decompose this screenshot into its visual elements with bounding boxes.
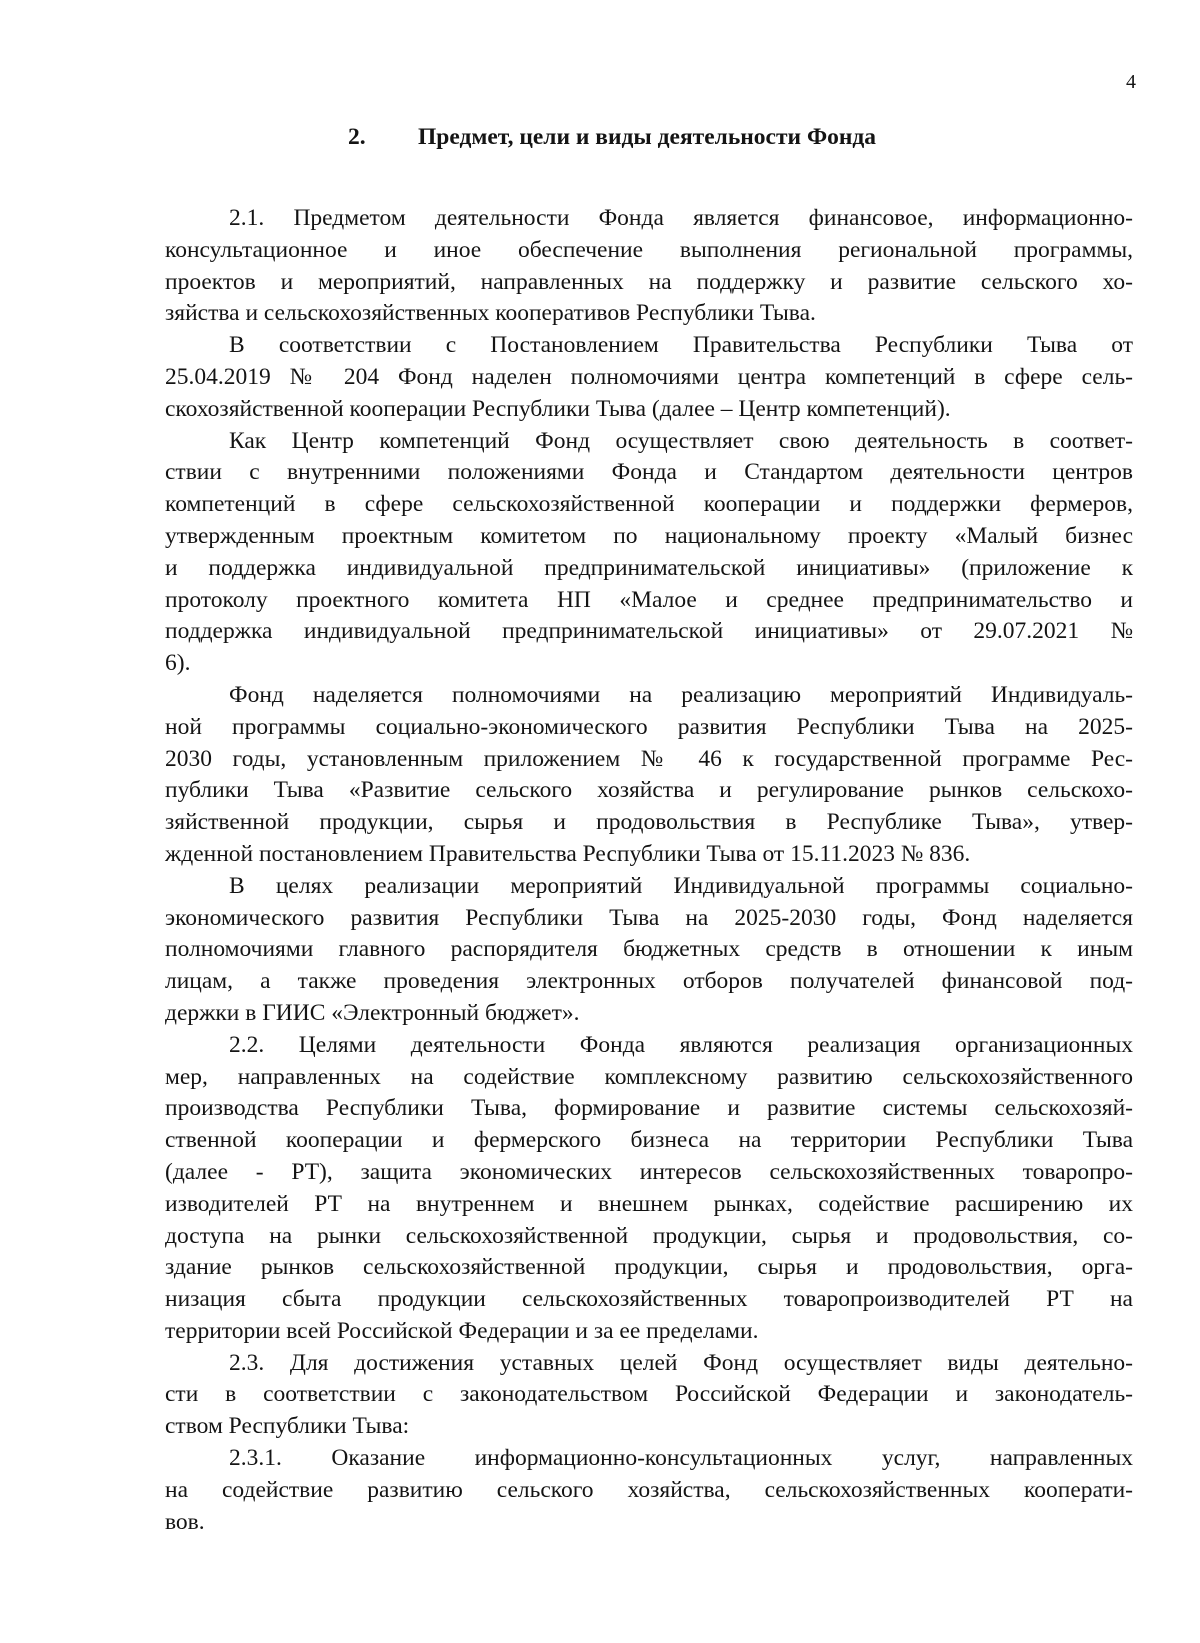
- text-line: ственной кооперации и фермерского бизнеса на территории Республики Тыва: [165, 1127, 1133, 1154]
- text-line: изводителей РТ на внутреннем и внешнем рынках, содействие расширению их: [165, 1190, 1133, 1217]
- text-line: 2.3.1. Оказание информационно-консультационных услуг, направленных: [229, 1445, 1133, 1472]
- text-line: держки в ГИИС «Электронный бюджет».: [165, 999, 580, 1026]
- text-line: В целях реализации мероприятий Индивидуальной программы социально-: [229, 872, 1133, 899]
- text-line: доступа на рынки сельскохозяйственной продукции, сырья и продовольствия, со-: [165, 1222, 1133, 1249]
- page-number: 4: [1126, 71, 1136, 93]
- paragraph-individual-program: [165, 680, 1133, 871]
- text-line: проектов и мероприятий, направленных на поддержку и развитие сельского хо-: [165, 268, 1133, 295]
- text-line: компетенций в сфере сельскохозяйственной кооперации и поддержки фермеров,: [165, 491, 1133, 518]
- text-line: жденной постановлением Правительства Республики Тыва от 15.11.2023 № 836.: [165, 840, 971, 867]
- text-line: 2.2. Целями деятельности Фонда являются реализация организационных: [229, 1031, 1133, 1058]
- text-line: 2.1. Предметом деятельности Фонда является финансовое, информационно-: [229, 205, 1133, 231]
- paragraph-budget-powers: [165, 871, 1133, 1030]
- text-line: здание рынков сельскохозяйственной продукции, сырья и продовольствия, орга-: [165, 1254, 1133, 1281]
- text-line: и поддержка индивидуальной предпринимательской инициативы» (приложение к: [165, 554, 1133, 581]
- paragraph-resolution: [165, 330, 1133, 425]
- text-line: консультационное и иное обеспечение выполнения региональной программы,: [165, 236, 1133, 263]
- text-line: на содействие развитию сельского хозяйства, сельскохозяйственных кооперати-: [165, 1476, 1133, 1503]
- text-line: скохозяйственной кооперации Республики Тыва (далее – Центр компетенций).: [165, 395, 951, 422]
- section-number: 2.: [348, 124, 366, 150]
- text-line: полномочиями главного распорядителя бюджетных средств в отношении к иным: [165, 936, 1133, 963]
- text-line: лицам, а также проведения электронных отборов получателей финансовой под-: [165, 968, 1133, 995]
- text-line: мер, направленных на содействие комплексному развитию сельскохозяйственного: [165, 1063, 1133, 1090]
- paragraph-competence-center: [165, 426, 1133, 680]
- text-line: утвержденным проектным комитетом по национальному проекту «Малый бизнес: [165, 522, 1133, 549]
- text-line: Как Центр компетенций Фонд осуществляет свою деятельность в соответ-: [229, 427, 1133, 454]
- text-line: ством Республики Тыва:: [165, 1413, 410, 1440]
- text-line: поддержка индивидуальной предпринимательской инициативы» от 29.07.2021 №: [165, 618, 1133, 645]
- text-line: 2030 годы, установленным приложением № 46 к государственной программе Рес-: [165, 745, 1133, 772]
- text-line: 2.3. Для достижения уставных целей Фонд осуществляет виды деятельно-: [229, 1349, 1133, 1376]
- text-line: производства Республики Тыва, формирование и развитие системы сельскохозяй-: [165, 1095, 1133, 1122]
- paragraph-2-1: [165, 203, 1133, 330]
- paragraph-2-3: [165, 1348, 1133, 1443]
- text-line: зяйственной продукции, сырья и продовольствия в Республике Тыва», утвер-: [165, 809, 1133, 836]
- text-line: 25.04.2019 № 204 Фонд наделен полномочиями центра компетенций в сфере сель-: [165, 363, 1133, 390]
- text-line: В соответствии с Постановлением Правительства Республики Тыва от: [229, 332, 1133, 359]
- text-line: ной программы социально-экономического развития Республики Тыва на 2025-: [165, 713, 1133, 740]
- document-body: [165, 203, 1133, 1538]
- text-line: Фонд наделяется полномочиями на реализацию мероприятий Индивидуаль-: [229, 681, 1133, 708]
- text-line: сти в соответствии с законодательством Российской Федерации и законодатель-: [165, 1381, 1133, 1408]
- text-line: вов.: [165, 1508, 205, 1535]
- section-title: Предмет, цели и виды деятельности Фонда: [418, 124, 877, 150]
- paragraph-2-2: [165, 1030, 1133, 1348]
- text-line: 6).: [165, 650, 191, 677]
- text-line: публики Тыва «Развитие сельского хозяйства и регулирование рынков сельскохо-: [165, 777, 1133, 804]
- text-line: ствии с внутренними положениями Фонда и Стандартом деятельности центров: [165, 459, 1133, 486]
- text-line: низация сбыта продукции сельскохозяйственных товаропроизводителей РТ на: [165, 1286, 1133, 1313]
- text-line: (далее - РТ), защита экономических интересов сельскохозяйственных товаропро-: [165, 1158, 1133, 1185]
- text-line: зяйства и сельскохозяйственных кооперативов Республики Тыва.: [165, 300, 816, 327]
- paragraph-2-3-1: [165, 1443, 1133, 1538]
- text-line: экономического развития Республики Тыва на 2025-2030 годы, Фонд наделяется: [165, 904, 1133, 931]
- text-line: территории всей Российской Федерации и за ее пределами.: [165, 1317, 759, 1344]
- text-line: протоколу проектного комитета НП «Малое и среднее предпринимательство и: [165, 586, 1133, 613]
